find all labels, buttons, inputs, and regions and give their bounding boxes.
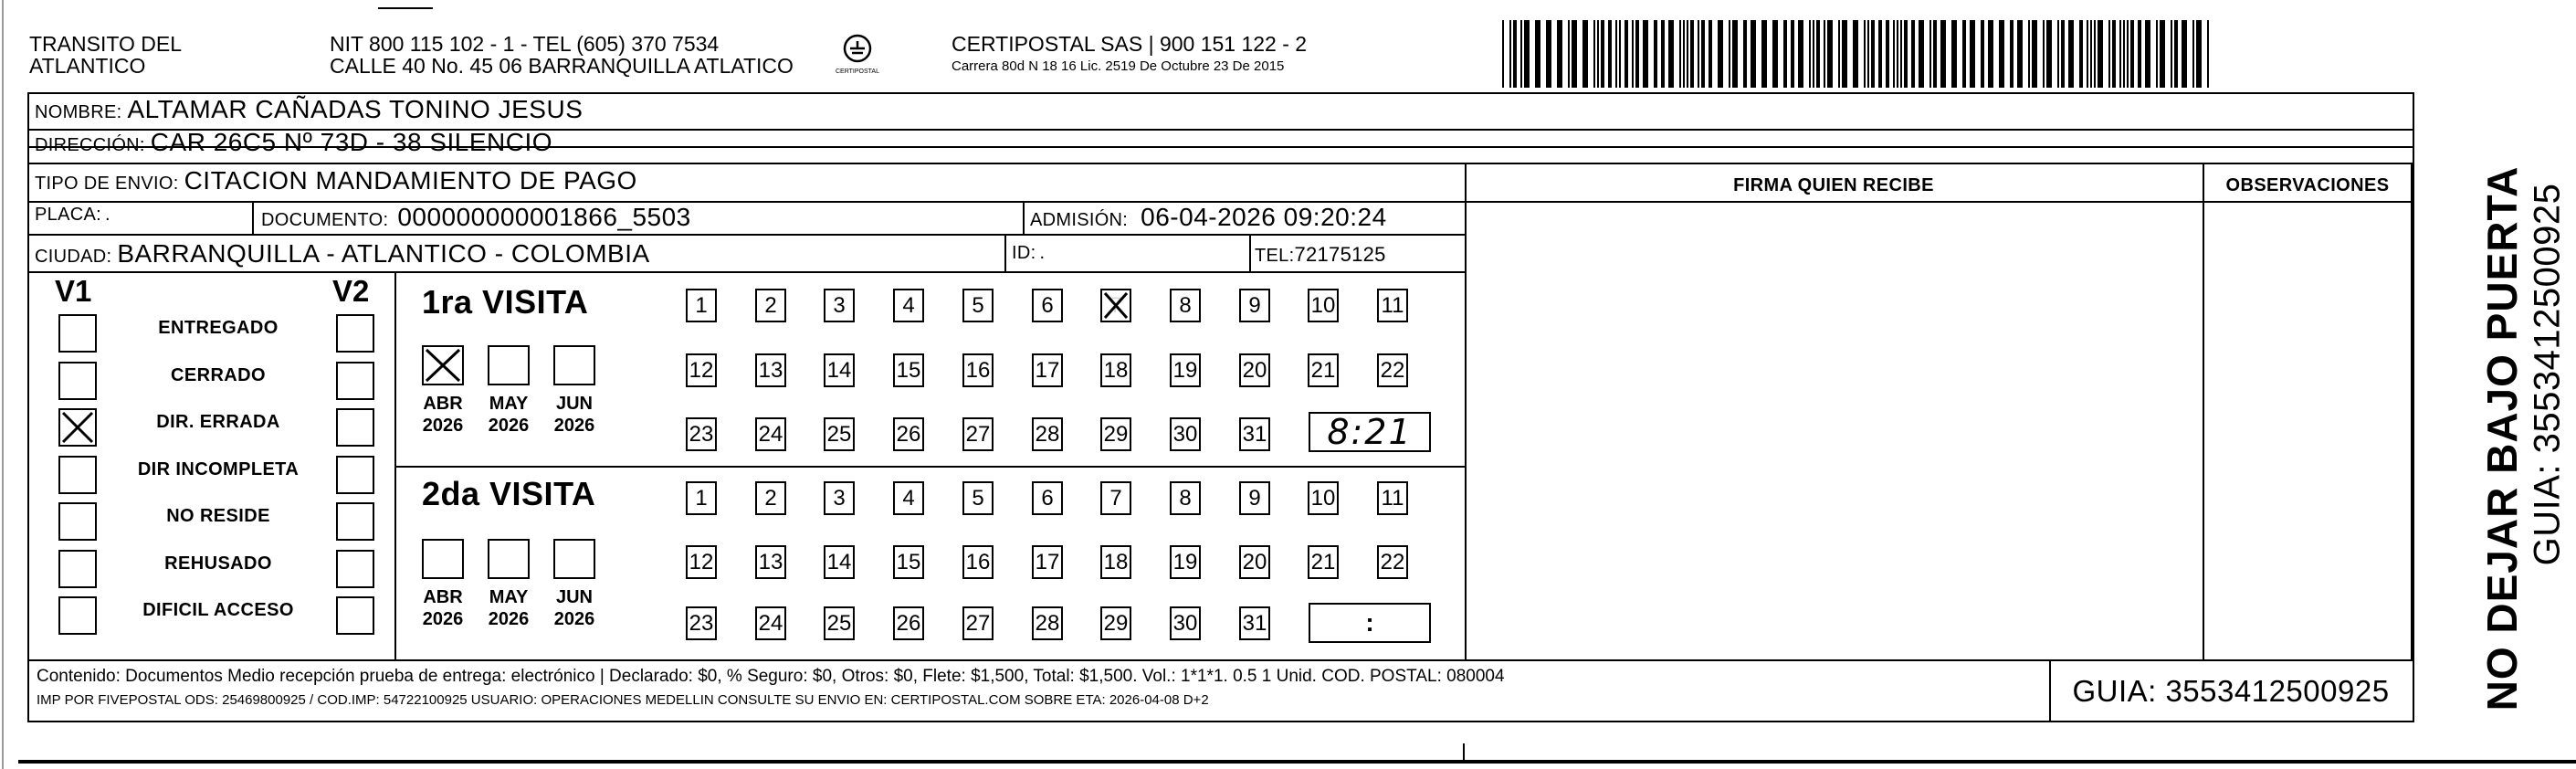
visit2-day-box[interactable] [755,606,786,640]
direccion-value: CAR 26C5 Nº 73D - 38 SILENCIO [150,128,553,156]
placa-value: . [104,205,110,225]
visit1-day-box[interactable] [1170,289,1201,322]
visit2-day-box[interactable] [893,606,924,640]
obs-right-line [2411,163,2413,659]
visit1-month-checkbox-abr[interactable] [422,345,464,385]
day-number: 23 [689,421,714,447]
day-number: 8 [1179,292,1192,318]
visit2-day-box[interactable] [962,545,994,579]
nombre-value: ALTAMAR CAÑADAS TONINO JESUS [127,95,584,123]
day-number: 30 [1172,421,1198,447]
visit1-day-box[interactable] [1377,353,1408,387]
placa-label: PLACA: [35,205,101,225]
visit2-day-box[interactable] [962,481,994,515]
visit1-day-box[interactable] [824,353,855,387]
obs-left-line [2203,163,2204,659]
direccion-label: DIRECCIÓN: [35,135,145,155]
visit2-day-box[interactable] [1239,481,1270,515]
visit1-day-box[interactable] [1100,289,1131,322]
visit1-day-box[interactable] [755,353,786,387]
day-number: 11 [1381,292,1404,318]
side-guia-number: GUIA: 3553412500925 [2527,183,2568,566]
v1-checkbox[interactable] [58,456,97,494]
day-number: 25 [826,610,852,636]
no-dejar-bajo-puerta-notice: NO DEJAR BAJO PUERTA [2478,165,2526,711]
observaciones-header: OBSERVACIONES [2225,175,2390,195]
day-number: 16 [965,549,991,574]
v1-checkbox[interactable] [58,596,97,635]
visit1-title: 1ra VISITA [422,283,589,321]
v2-checkbox[interactable] [336,596,374,635]
visit1-day-box[interactable] [1239,353,1270,387]
month-year: 2026 [488,609,530,629]
day-number: 19 [1172,357,1198,383]
day-number: 7 [1109,292,1122,318]
documento-value: 000000000001866_5503 [397,203,691,231]
visit1-day-box[interactable] [1100,417,1131,451]
day-number: 15 [896,549,921,574]
nombre-label: NOMBRE: [35,102,122,122]
day-number: 29 [1103,421,1129,447]
visit2-day-box[interactable] [686,545,717,579]
visit-divider-line [394,466,1465,468]
day-number: 17 [1035,357,1060,383]
col-line [252,201,254,234]
visit2-month-label [481,586,536,630]
day-number: 15 [896,357,921,383]
footer-guia: GUIA: 3553412500925 [2072,674,2390,708]
visit1-month-label [481,393,536,437]
visit2-month-label [415,586,470,630]
firma-header-line [1465,201,2414,203]
visit1-day-box[interactable] [893,289,924,322]
visit2-day-box[interactable] [1377,545,1408,579]
status-label: NO RESIDE [166,506,270,526]
day-number: 9 [1248,292,1261,318]
visit2-day-box[interactable] [1100,545,1131,579]
visit2-day-box[interactable] [1239,606,1270,640]
visit2-day-box[interactable] [1308,545,1339,579]
status-label: ENTREGADO [158,318,279,338]
id-cell [1012,243,1045,264]
day-number: 13 [758,357,783,383]
visit1-day-box[interactable] [1170,353,1201,387]
day-number: 28 [1035,421,1060,447]
day-number: 24 [758,610,783,636]
day-number: 25 [826,421,852,447]
v2-checkbox[interactable] [336,550,374,588]
col-line [1004,234,1006,271]
v2-checkbox[interactable] [336,408,374,447]
tipo-envio-label: TIPO DE ENVIO: [35,174,179,194]
visit1-day-box[interactable] [893,353,924,387]
visit1-month-checkbox-jun[interactable] [553,345,595,385]
day-number: 24 [758,421,783,447]
carrier-license: Carrera 80d N 18 16 Lic. 2519 De Octubre 23 De 2015 [952,58,1285,74]
day-number: 14 [826,357,852,383]
visit1-day-box[interactable] [962,353,994,387]
day-number: 2 [764,292,777,318]
visit2-day-box[interactable] [755,481,786,515]
month-name: MAY [489,394,529,414]
visit1-day-box[interactable] [1032,353,1063,387]
sender-entity-line2: ATLANTICO [29,54,146,78]
visit2-day-box[interactable] [962,606,994,640]
status-label: REHUSADO [164,553,272,574]
visit1-day-box[interactable] [1239,289,1270,322]
day-number: 6 [1041,292,1054,318]
month-name: ABR [423,587,463,607]
day-number: 4 [902,485,915,511]
day-number: 1 [695,292,708,318]
firma-header: FIRMA QUIEN RECIBE [1733,175,1934,195]
visit2-day-box[interactable] [1170,545,1201,579]
visit2-day-box[interactable] [686,606,717,640]
day-number: 17 [1035,549,1060,574]
day-number: 21 [1310,549,1336,574]
logo-wordmark: CERTIPOSTAL [836,68,879,75]
v2-checkbox[interactable] [336,314,374,353]
month-year: 2026 [422,416,464,436]
tel-value: 72175125 [1294,243,1386,266]
day-number: 31 [1242,421,1267,447]
sender-contact [330,33,794,77]
ciudad-label: CIUDAD: [35,247,112,267]
day-number: 10 [1310,485,1336,511]
row-line [27,271,1465,273]
firma-left-line [1465,163,1467,659]
visit2-day-box[interactable] [1032,606,1063,640]
v2-checkbox[interactable] [336,456,374,494]
day-number: 7 [1109,485,1122,511]
admision-value: 06-04-2026 09:20:24 [1141,203,1387,231]
day-number: 13 [758,549,783,574]
day-number: 21 [1310,357,1336,383]
visit2-day-box[interactable] [1032,545,1063,579]
month-year: 2026 [553,609,595,629]
day-number: 11 [1381,485,1404,511]
visit2-day-box[interactable] [1032,481,1063,515]
month-year: 2026 [488,416,530,436]
visit1-month-checkbox-may[interactable] [488,345,530,385]
ciudad-value: BARRANQUILLA - ATLANTICO - COLOMBIA [117,239,650,268]
visit2-day-box[interactable] [824,481,855,515]
day-number: 18 [1103,549,1129,574]
visit2-day-box[interactable] [893,545,924,579]
month-name: ABR [423,394,463,414]
left-margin-mark [2,0,4,769]
visit1-day-box[interactable] [1308,353,1339,387]
direccion-row [35,128,552,157]
visit1-month-label [547,393,602,437]
visit1-time-box[interactable] [1309,412,1431,452]
day-number: 20 [1242,549,1267,574]
visit2-month-checkbox-abr[interactable] [422,539,464,579]
visit2-day-box[interactable] [1239,545,1270,579]
documento-cell [261,203,691,232]
month-name: JUN [555,587,593,607]
day-number: 4 [902,292,915,318]
footer-imp: IMP POR FIVEPOSTAL ODS: 25469800925 / COD.IMP: 54722100925 USUARIO: OPERACIONES MEDELLIN CONSULTE SU ENVIO EN: CERTIPOSTAL.COM SOBRE ETA: 2026-04-08 D+2 [37,692,1209,708]
visit1-day-box[interactable] [1100,353,1131,387]
visit1-day-box[interactable] [1239,417,1270,451]
day-number: 5 [972,485,984,511]
bottom-notch [1463,743,1465,760]
visit1-day-box[interactable] [686,289,717,322]
admision-label: ADMISIÓN: [1030,210,1129,230]
month-year: 2026 [553,416,595,436]
visit2-day-box[interactable] [1100,606,1131,640]
day-number: 3 [833,292,846,318]
row-line [27,163,2414,164]
bottom-edge [18,760,2576,764]
v2-checkbox[interactable] [336,362,374,400]
day-number: 30 [1172,610,1198,636]
day-number: 31 [1242,610,1267,636]
v1-checkbox[interactable] [58,408,97,447]
tipo-envio-row [35,166,637,195]
id-label: ID: [1012,243,1036,263]
status-label: CERRADO [171,364,266,385]
v2-header: V2 [332,274,370,308]
certipostal-logo [835,33,880,79]
day-number: 16 [965,357,991,383]
day-number: 23 [689,610,714,636]
visit2-day-box[interactable] [824,545,855,579]
visit1-day-box[interactable] [1377,289,1408,322]
v2-checkbox[interactable] [336,502,374,541]
tel-label: TEL: [1255,246,1295,266]
visit1-month-label [415,393,470,437]
day-number: 10 [1310,292,1336,318]
tel-cell [1255,243,1386,267]
status-label: DIR INCOMPLETA [137,458,300,479]
checked-x-mark [424,347,462,384]
visit2-day-box[interactable] [824,606,855,640]
day-number: 18 [1103,357,1129,383]
day-number: 26 [896,610,921,636]
ciudad-cell [35,239,650,269]
day-number: 29 [1103,610,1129,636]
visit1-day-box[interactable] [962,289,994,322]
status-label: DIR. ERRADA [156,412,280,432]
sender-nit: NIT 800 115 102 - 1 - TEL (605) 370 7534 [330,32,720,56]
month-year: 2026 [422,609,464,629]
visit2-month-label [547,586,602,630]
visit1-day-box[interactable] [1032,289,1063,322]
visit1-day-box[interactable] [824,289,855,322]
visit1-day-box[interactable] [755,417,786,451]
day-number: 12 [689,549,714,574]
day-number: 6 [1041,485,1054,511]
day-number: 22 [1380,549,1405,574]
day-number: 27 [965,610,991,636]
day-number: 27 [965,421,991,447]
carrier-info [952,33,1307,75]
visit1-day-box[interactable] [824,417,855,451]
v1-checkbox[interactable] [58,502,97,541]
visit2-month-checkbox-may[interactable] [488,539,530,579]
visit2-day-box[interactable] [755,545,786,579]
top-margin-mark [378,7,433,9]
certipostal-logo-icon [835,33,880,79]
month-name: JUN [555,394,593,414]
visit1-day-box[interactable] [1170,417,1201,451]
placa-cell [35,205,110,226]
day-number: 26 [896,421,921,447]
day-number: 22 [1380,357,1405,383]
carrier-name: CERTIPOSTAL SAS | 900 151 122 - 2 [952,32,1308,56]
v1-checkbox[interactable] [58,314,97,353]
v1-header: V1 [55,274,92,308]
checked-x-mark [60,410,95,445]
visit1-day-box[interactable] [755,289,786,322]
day-number: 8 [1179,485,1192,511]
visit1-day-box[interactable] [962,417,994,451]
visit2-day-box[interactable] [1170,606,1201,640]
sender-address: CALLE 40 No. 45 06 BARRANQUILLA ATLATICO [330,54,794,78]
month-name: MAY [489,587,529,607]
day-number: 9 [1248,485,1261,511]
day-number: 2 [764,485,777,511]
id-value: . [1039,243,1046,263]
visit2-day-box[interactable] [1100,481,1131,515]
day-number: 19 [1172,549,1198,574]
nombre-row [35,95,583,124]
visit2-day-box[interactable] [893,481,924,515]
day-number: 14 [826,549,852,574]
v1-checkbox[interactable] [58,550,97,588]
visit2-day-box[interactable] [1377,481,1408,515]
visit2-month-checkbox-jun[interactable] [553,539,595,579]
visit1-time-handwritten: 8:21 [1327,412,1413,452]
visit2-day-box[interactable] [686,481,717,515]
visit-area-left-line [394,271,396,659]
visit1-day-box[interactable] [893,417,924,451]
day-number: 3 [833,485,846,511]
day-number: 12 [689,357,714,383]
day-number: 5 [972,292,984,318]
visit2-time-box[interactable] [1309,603,1431,643]
day-number: 20 [1242,357,1267,383]
visit2-title: 2da VISITA [422,475,596,512]
visit2-day-box[interactable] [1308,481,1339,515]
sender-entity [29,33,182,77]
visit1-day-box[interactable] [1308,289,1339,322]
visit1-day-box[interactable] [1032,417,1063,451]
day-number: 1 [695,485,708,511]
footer-contenido: Contenido: Documentos Medio recepción prueba de entrega: electrónico | Declarado: $0, % Seguro: $0, Otros: $0, Flete: $1,500, Total: $1,500. Vol.: 1*1*1. 0.5 1 Unid. COD. POSTAL: 080004 [37,667,1505,686]
day-number: 28 [1035,610,1060,636]
v1-checkbox[interactable] [58,362,97,400]
visit1-day-box[interactable] [686,417,717,451]
barcode [1502,20,2213,88]
status-label: DIFICIL ACCESO [142,600,294,620]
visit2-time-placeholder: : [1365,608,1374,637]
tipo-envio-value: CITACION MANDAMIENTO DE PAGO [184,166,637,195]
col-line [1023,201,1025,234]
col-line [1249,234,1251,271]
admision-cell [1030,203,1387,232]
visit1-day-box[interactable] [686,353,717,387]
visit2-day-box[interactable] [1170,481,1201,515]
sender-entity-line1: TRANSITO DEL [29,32,182,56]
documento-label: DOCUMENTO: [261,210,389,230]
footer-line [27,659,2414,661]
